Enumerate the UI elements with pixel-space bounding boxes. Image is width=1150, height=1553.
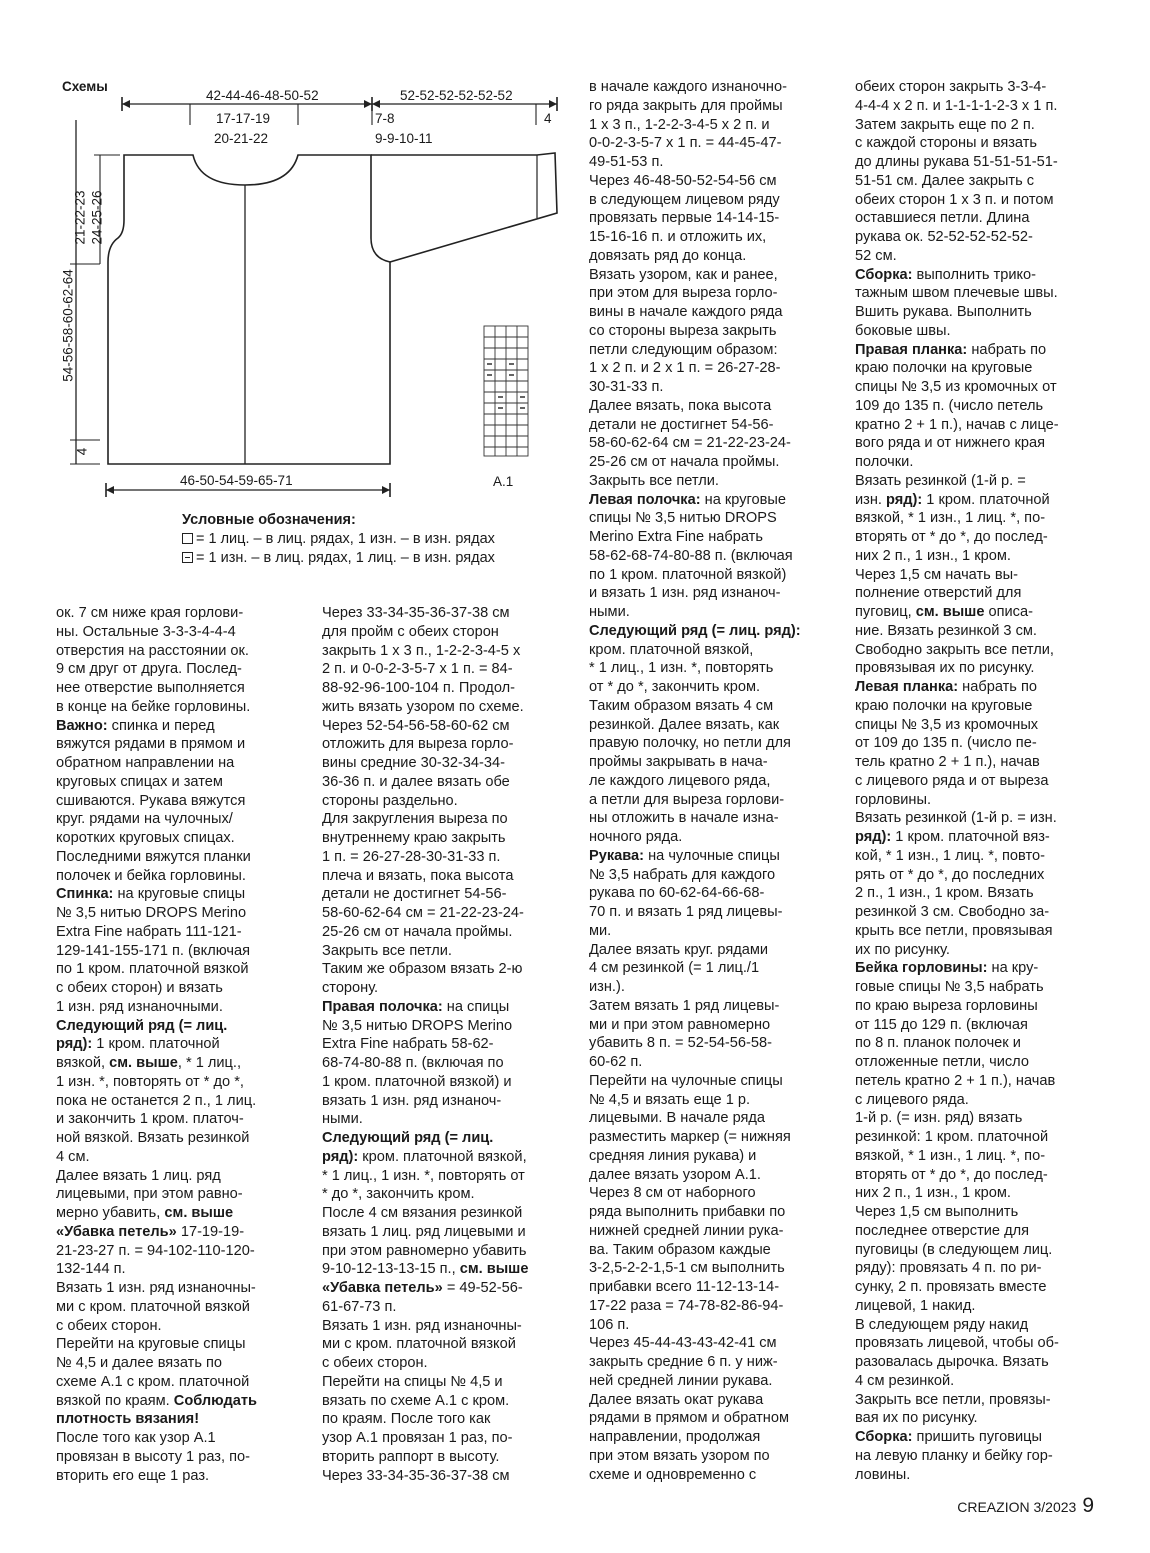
- text-line: «Убавка петель» 17-19-19-: [56, 1223, 245, 1240]
- text-line: и вязать 1 изн. ряд изнаноч-: [589, 585, 781, 602]
- text-line: кой, * 1 изн., 1 лиц. *, повто-: [855, 847, 1045, 864]
- text-line: 9 см друг от друга. Послед-: [56, 661, 242, 678]
- sleeve-top-a-label: 7-8: [375, 111, 395, 126]
- text-line: 68-74-80-88 п. (включая по: [322, 1055, 504, 1071]
- text-line: Сборка: пришить пуговицы: [855, 1429, 1042, 1445]
- armhole-height-a-label: 21-22-23: [72, 190, 88, 245]
- text-line: № 4,5 и вязать еще 1 р.: [589, 1091, 751, 1108]
- text-line: Затем закрыть еще по 2 п.: [855, 116, 1035, 133]
- text-line: довязать ряд до конца.: [589, 247, 747, 264]
- text-line: внутреннему краю закрыть: [322, 830, 506, 846]
- text-line: убавить 8 п. = 52-54-56-58-: [589, 1035, 772, 1052]
- schematic-diagram: [0, 0, 600, 510]
- text-line: Для закругления выреза по: [322, 811, 508, 828]
- text-line: от * до *, закончить кром.: [589, 679, 761, 695]
- text-line: изн. ряд): 1 кром. платочной: [855, 491, 1050, 508]
- text-line: В следующем ряду накид: [855, 1316, 1029, 1333]
- text-line: 61-67-73 п.: [322, 1298, 397, 1315]
- text-line: на левую планку и бейку гор-: [855, 1447, 1053, 1464]
- text-line: вязать 1 изн. ряд изнаноч-: [322, 1092, 502, 1109]
- text-line: 70 п. и вязать 1 ряд лицевы-: [589, 904, 783, 920]
- text-line: ряда выполнить прибавки по: [589, 1204, 786, 1220]
- text-line: ней средней линии рукава.: [589, 1372, 773, 1389]
- legend-title: Условные обозначения:: [182, 512, 356, 528]
- text-line: спицы № 3,5 нитью DROPS: [589, 510, 777, 527]
- text-line: ны отложить в начале изна-: [589, 810, 779, 827]
- text-line: проймы закрывать в нача-: [589, 754, 768, 770]
- text-line: Левая планка: набрать по: [855, 679, 1037, 695]
- text-line: 60-62 п.: [589, 1054, 643, 1070]
- text-line: ми с кром. платочной вязкой: [56, 1298, 250, 1315]
- text-line: до длины рукава 51-51-51-51-: [855, 154, 1058, 170]
- text-line: ряд): 1 кром. платочной вяз-: [855, 829, 1050, 845]
- text-line: лицевой, 1 накид.: [855, 1297, 976, 1314]
- text-line: в конце на бейке горловины.: [56, 698, 251, 715]
- text-line: 3-2,5-2-2-1,5-1 см выполнить: [589, 1260, 785, 1277]
- text-line: закрыть 1 х 3 п., 1-2-2-3-4-5 х: [322, 642, 521, 659]
- text-line: с обеих сторон.: [56, 1317, 162, 1334]
- text-line: них 2 п., 1 изн., 1 кром.: [855, 547, 1011, 564]
- text-line: ок. 7 см ниже края горлови-: [56, 605, 244, 621]
- text-line: отверстия на расстоянии ок.: [56, 642, 249, 659]
- text-line: Закрыть все петли.: [589, 472, 719, 489]
- text-line: прибавки всего 11-12-13-14-: [589, 1279, 780, 1295]
- text-line: После того как узор А.1: [56, 1430, 216, 1446]
- text-line: сшиваются. Рукава вяжутся: [56, 792, 246, 809]
- text-line: 106 п.: [589, 1316, 630, 1333]
- text-line: горловины.: [855, 791, 932, 808]
- text-line: детали не достигнет 54-56-: [322, 886, 507, 903]
- text-line: краю полочки на круговые: [855, 697, 1033, 714]
- stitch-chart-a1: [484, 326, 528, 456]
- text-line: вины средние 30-32-34-34-: [322, 755, 505, 771]
- text-line: Через 33-34-35-36-37-38 см: [322, 1467, 510, 1484]
- text-line: Через 8 см от наборного: [589, 1185, 756, 1202]
- text-line: с лицевого ряда.: [855, 1091, 969, 1108]
- text-line: 0-0-2-3-5-7 х 1 п. = 44-45-47-: [589, 135, 782, 152]
- text-line: краю полочки на круговые: [855, 360, 1033, 377]
- text-line: 129-141-155-171 п. (включая: [56, 942, 250, 959]
- text-line: в следующем лицевом ряду: [589, 191, 780, 208]
- text-line: обеих сторон 1 х 3 п. и потом: [855, 191, 1054, 208]
- text-line: разовалась дырочка. Вязать: [855, 1354, 1049, 1370]
- text-column-2: [322, 604, 562, 1485]
- text-line: После 4 см вязания резинкой: [322, 1205, 523, 1221]
- text-line: оставшиеся петли. Длина: [855, 210, 1030, 227]
- text-line: № 3,5 нитью DROPS Merino: [322, 1017, 513, 1034]
- text-line: Вязать резинкой (1-й р. =: [855, 472, 1026, 489]
- text-line: 109 до 135 п. (число петель: [855, 397, 1044, 414]
- text-line: «Убавка петель» = 49-52-56-: [322, 1280, 523, 1296]
- text-line: Важно: спинка и перед: [56, 717, 215, 734]
- text-line: отложить для выреза горло-: [322, 736, 514, 753]
- text-line: кратно 2 + 1 п.), начав с лице-: [855, 416, 1059, 433]
- minus-square-icon: [182, 552, 193, 563]
- text-line: детали не достигнет 54-56-: [589, 416, 774, 433]
- text-line: со стороны выреза закрыть: [589, 322, 777, 339]
- text-line: Через 1,5 см начать вы-: [855, 566, 1018, 583]
- text-line: вязкой по краям. Соблюдать: [56, 1392, 257, 1409]
- text-line: Через 45-44-43-43-42-41 см: [589, 1335, 777, 1352]
- text-line: стороны раздельно.: [322, 792, 458, 809]
- text-line: Вязать узором, как и ранее,: [589, 266, 778, 283]
- text-line: по 8 п. планок полочек и: [855, 1035, 1021, 1052]
- text-line: 4 см резинкой (= 1 лиц./1: [589, 960, 760, 977]
- text-line: 9-10-12-13-13-15 п., см. выше: [322, 1261, 529, 1278]
- text-line: пуговиц, см. выше описа-: [855, 604, 1033, 620]
- text-line: 1 п. = 26-27-28-30-31-33 п.: [322, 848, 501, 865]
- text-line: Через 46-48-50-52-54-56 см: [589, 172, 777, 189]
- text-line: жить вязать узором по схеме.: [322, 698, 524, 715]
- text-line: Затем вязать 1 ряд лицевы-: [589, 997, 780, 1014]
- text-line: Перейти на спицы № 4,5 и: [322, 1373, 503, 1390]
- text-line: полочек и бейка горловины.: [56, 867, 246, 884]
- text-line: ва. Таким образом каждые: [589, 1241, 771, 1258]
- text-line: рукава по 60-62-64-66-68-: [589, 885, 765, 902]
- text-line: ми.: [589, 922, 612, 939]
- text-line: правую полочку, но петли для: [589, 735, 791, 752]
- text-line: по 1 кром. платочной вязкой): [589, 566, 787, 583]
- text-line: при этом для выреза горло-: [589, 285, 778, 302]
- text-line: схеме А.1 с кром. платочной: [56, 1373, 250, 1390]
- text-line: Перейти на круговые спицы: [56, 1336, 246, 1353]
- text-line: провязать лицевой, чтобы об-: [855, 1335, 1059, 1352]
- text-line: Левая полочка: на круговые: [589, 491, 786, 508]
- text-line: ной вязкой. Вязать резинкой: [56, 1130, 250, 1146]
- text-line: по краю выреза горловины: [855, 997, 1038, 1014]
- text-line: 2 п. и 0-0-2-3-5-7 х 1 п. = 84-: [322, 661, 513, 678]
- sleeve-cuff-label: 4: [544, 111, 552, 126]
- text-line: Далее вязать круг. рядами: [589, 941, 769, 958]
- text-line: плеча и вязать, пока высота: [322, 867, 514, 884]
- text-line: с каждой стороны и вязать: [855, 135, 1038, 152]
- neck-width-label: 20-21-22: [214, 131, 269, 146]
- text-line: спицы № 3,5 из кромочных от: [855, 379, 1057, 395]
- text-line: Рукава: на чулочные спицы: [589, 847, 780, 864]
- diagram-title: Схемы: [62, 79, 108, 94]
- text-line: Спинка: на круговые спицы: [56, 886, 246, 903]
- text-line: ряд): кром. платочной вязкой,: [322, 1148, 527, 1165]
- text-line: 2 п., 1 изн., 1 кром. Вязать: [855, 885, 1034, 902]
- text-line: 1 изн. *, повторять от * до *,: [56, 1073, 244, 1090]
- text-line: 51-51 см. Далее закрыть с: [855, 172, 1035, 189]
- text-line: петель кратно 2 + 1 п.), начав: [855, 1072, 1056, 1089]
- text-line: Через 1,5 см выполнить: [855, 1204, 1019, 1220]
- text-line: отложенные петли, число: [855, 1054, 1029, 1070]
- text-line: ными.: [589, 604, 630, 620]
- text-line: вины в начале каждого ряда: [589, 304, 783, 320]
- text-line: с обеих сторон) и вязать: [56, 980, 223, 996]
- text-line: схеме и одновременно с: [589, 1466, 757, 1483]
- legend-item-knit: = 1 лиц. – в лиц. рядах, 1 изн. – в изн. рядах: [182, 530, 495, 549]
- text-line: них 2 п., 1 изн., 1 кром.: [855, 1185, 1011, 1202]
- text-line: Вшить рукава. Выполнить: [855, 304, 1032, 320]
- text-line: коротких круговых спицах.: [56, 830, 235, 846]
- body-height-label: 54-56-58-60-62-64: [60, 269, 76, 382]
- text-line: ловины.: [855, 1466, 911, 1483]
- text-line: обеих сторон закрыть 3-3-4-: [855, 79, 1047, 95]
- text-line: спицы № 3,5 из кромочных: [855, 716, 1039, 733]
- text-line: Свободно закрыть все петли,: [855, 641, 1054, 658]
- text-line: с обеих сторон.: [322, 1355, 428, 1371]
- text-column-4: [855, 78, 1095, 1484]
- text-line: по 1 кром. платочной вязкой: [56, 961, 249, 978]
- text-line: рукава ок. 52-52-52-52-52-: [855, 229, 1033, 245]
- text-line: при этом вязать узором по: [589, 1447, 770, 1464]
- sleeve-total-label: 52-52-52-52-52-52: [400, 88, 513, 103]
- text-line: вязать 1 лиц. ряд лицевыми и: [322, 1223, 526, 1240]
- text-line: Вязать 1 изн. ряд изнаночны-: [56, 1280, 256, 1296]
- rib-height-label: 4: [74, 447, 90, 456]
- text-line: вязкой, * 1 изн., 1 лиц. *, по-: [855, 1147, 1046, 1164]
- text-line: Бейка горловины: на кру-: [855, 960, 1039, 977]
- text-line: кром. платочной вязкой,: [589, 641, 754, 658]
- text-line: 52 см.: [855, 247, 897, 264]
- text-line: Правая полочка: на спицы: [322, 998, 510, 1015]
- text-line: лицевыми, при этом равно-: [56, 1186, 243, 1203]
- text-line: Следующий ряд (= лиц. ряд):: [589, 622, 801, 639]
- bottom-width-label: 46-50-54-59-65-71: [180, 473, 293, 488]
- text-line: разместить маркер (= нижняя: [589, 1129, 791, 1145]
- text-line: 17-22 раза = 74-78-82-86-94-: [589, 1297, 784, 1314]
- text-line: Закрыть все петли.: [322, 942, 452, 959]
- text-line: Вязать резинкой (1-й р. = изн.: [855, 810, 1057, 827]
- text-line: Extra Fine набрать 58-62-: [322, 1036, 494, 1053]
- text-line: закрыть средние 6 п. у ниж-: [589, 1354, 778, 1370]
- text-line: пока не останется 2 п., 1 лиц.: [56, 1092, 257, 1109]
- text-line: 4-4-4 х 2 п. и 1-1-1-1-2-3 х 1 п.: [855, 97, 1058, 114]
- neck-edge-label: 17-17-19: [216, 111, 271, 126]
- text-line: по краям. После того как: [322, 1411, 491, 1428]
- legend: [182, 511, 495, 568]
- text-line: го ряда закрыть для проймы: [589, 97, 783, 114]
- text-line: от 109 до 135 п. (число пе-: [855, 735, 1037, 752]
- text-line: резинкой 3 см. Свободно за-: [855, 904, 1050, 920]
- text-line: 58-62-68-74-80-88 п. (включая: [589, 547, 793, 564]
- text-line: Сборка: выполнить трико-: [855, 266, 1037, 283]
- text-line: Вязать 1 изн. ряд изнаночны-: [322, 1317, 522, 1334]
- text-line: петли следующим образом:: [589, 341, 778, 358]
- text-line: * 1 лиц., 1 изн. *, повторять от: [322, 1167, 525, 1184]
- text-line: и закончить 1 кром. платоч-: [56, 1111, 244, 1128]
- chart-label: A.1: [493, 474, 514, 489]
- text-line: лицевыми. В начале ряда: [589, 1110, 766, 1127]
- text-line: говые спицы № 3,5 набрать: [855, 979, 1044, 995]
- text-line: Далее вязать 1 лиц. ряд: [56, 1167, 221, 1184]
- text-line: Следующий ряд (= лиц.: [322, 1130, 494, 1146]
- text-line: плотность вязания!: [56, 1411, 200, 1428]
- text-line: а петли для выреза горлови-: [589, 791, 785, 808]
- text-line: Перейти на чулочные спицы: [589, 1072, 783, 1089]
- text-line: 36-36 п. и далее вязать обе: [322, 773, 510, 790]
- text-line: Таким образом вязать 4 см: [589, 697, 774, 714]
- text-line: ми и при этом равномерно: [589, 1016, 771, 1033]
- text-line: далее вязать узором А.1.: [589, 1166, 761, 1183]
- page-number: 9: [1082, 1494, 1094, 1517]
- text-line: вязать по схеме А.1 с кром.: [322, 1392, 510, 1409]
- text-line: тель кратно 2 + 1 п.), начав: [855, 754, 1040, 770]
- text-line: 4 см.: [56, 1148, 90, 1165]
- text-line: ряд): 1 кром. платочной: [56, 1036, 220, 1053]
- empty-square-icon: [182, 533, 193, 544]
- top-width-label: 42-44-46-48-50-52: [206, 88, 319, 103]
- text-line: полочки.: [855, 454, 914, 470]
- text-line: Через 33-34-35-36-37-38 см: [322, 605, 510, 621]
- text-line: * до *, закончить кром.: [322, 1186, 475, 1203]
- text-line: ными.: [322, 1111, 363, 1128]
- text-line: вязкой, * 1 изн., 1 лиц. *, по-: [855, 510, 1046, 527]
- text-line: изн.).: [589, 979, 625, 995]
- text-line: Таким же образом вязать 2-ю: [322, 961, 523, 978]
- text-column-3: [589, 78, 829, 1484]
- text-line: 58-60-62-64 см = 21-22-23-24-: [322, 905, 524, 921]
- text-line: направлении, продолжая: [589, 1429, 761, 1445]
- text-line: сунку, 2 п. провязать вместе: [855, 1279, 1047, 1295]
- text-line: рять от * до *, до последних: [855, 866, 1045, 883]
- text-line: вяжутся рядами в прямом и: [56, 736, 246, 753]
- page-footer: [957, 1494, 1094, 1518]
- text-line: № 3,5 набрать для каждого: [589, 866, 776, 883]
- sleeve-top-b-label: 9-9-10-11: [375, 131, 433, 146]
- text-line: резинкой: 1 кром. платочной: [855, 1129, 1049, 1145]
- text-line: их по рисунку.: [855, 941, 950, 958]
- text-line: вторять от * до *, до послед-: [855, 1166, 1048, 1183]
- text-line: Через 52-54-56-58-60-62 см: [322, 717, 510, 734]
- text-line: тажным швом плечевые швы.: [855, 285, 1058, 302]
- text-line: ночного ряда.: [589, 829, 683, 845]
- text-line: вторить его еще 1 раз.: [56, 1467, 210, 1484]
- text-line: мерно убавить, см. выше: [56, 1205, 234, 1221]
- text-line: 1 х 3 п., 1-2-2-3-4-5 х 2 п. и: [589, 116, 770, 133]
- text-line: сторону.: [322, 980, 379, 996]
- text-line: ряду): провязать 4 п. по ри-: [855, 1260, 1042, 1277]
- text-line: вязкой, см. выше, * 1 лиц.,: [56, 1055, 242, 1071]
- text-line: 25-26 см от начала проймы.: [589, 454, 780, 470]
- text-line: вторять от * до *, до послед-: [855, 529, 1048, 545]
- text-line: Последними вяжутся планки: [56, 848, 251, 865]
- text-line: круг. рядами на чулочных/: [56, 811, 233, 828]
- text-line: рядами в прямом и обратном: [589, 1410, 790, 1427]
- text-line: последнее отверстие для: [855, 1222, 1030, 1239]
- text-line: Правая планка: набрать по: [855, 341, 1047, 358]
- text-line: средняя линия рукава) и: [589, 1147, 757, 1164]
- text-line: 15-16-16 п. и отложить их,: [589, 229, 767, 245]
- armhole-height-b-label: 24-25-26: [89, 190, 105, 245]
- text-line: 132-144 п.: [56, 1261, 126, 1278]
- text-line: 1 кром. платочной вязкой) и: [322, 1073, 512, 1090]
- legend-item-purl: = 1 изн. – в лиц. рядах, 1 лиц. – в изн. рядах: [182, 549, 495, 568]
- text-line: 1 изн. ряд изнаночными.: [56, 998, 223, 1015]
- text-line: провязан в высоту 1 раз, по-: [56, 1448, 250, 1465]
- text-line: № 4,5 и далее вязать по: [56, 1355, 223, 1371]
- text-line: вторить раппорт в высоту.: [322, 1448, 500, 1465]
- magazine-issue: CREAZION 3/2023: [957, 1499, 1077, 1515]
- text-line: для пройм с обеих сторон: [322, 623, 499, 640]
- text-line: обратном направлении на: [56, 755, 235, 771]
- text-line: * 1 лиц., 1 изн. *, повторять: [589, 660, 774, 677]
- text-line: круговых спицах и затем: [56, 773, 223, 790]
- text-line: 88-92-96-100-104 п. Продол-: [322, 680, 515, 696]
- text-line: полнение отверстий для: [855, 585, 1022, 602]
- text-line: 1 х 2 п. и 2 х 1 п. = 26-27-28-: [589, 360, 781, 377]
- text-column-1: [56, 604, 296, 1485]
- text-line: вая их по рисунку.: [855, 1410, 978, 1427]
- text-line: ние. Вязать резинкой 3 см.: [855, 622, 1037, 639]
- text-line: вого ряда и от нижнего края: [855, 435, 1046, 452]
- text-line: провязать первые 14-14-15-: [589, 210, 780, 227]
- text-line: 25-26 см от начала проймы.: [322, 923, 513, 940]
- text-line: ле каждого лицевого ряда,: [589, 772, 771, 789]
- text-line: 1-й р. (= изн. ряд) вязать: [855, 1110, 1023, 1127]
- text-line: 49-51-53 п.: [589, 154, 664, 170]
- text-line: Закрыть все петли, провязы-: [855, 1391, 1051, 1408]
- text-line: узор А.1 провязан 1 раз, по-: [322, 1430, 513, 1446]
- text-line: Extra Fine набрать 111-121-: [56, 923, 242, 940]
- text-line: 4 см резинкой.: [855, 1372, 955, 1389]
- text-line: 30-31-33 п.: [589, 379, 664, 395]
- text-line: резинкой. Далее вязать, как: [589, 716, 780, 733]
- text-line: № 3,5 нитью DROPS Merino: [56, 905, 247, 921]
- text-line: от 115 до 129 п. (включая: [855, 1016, 1028, 1033]
- text-line: ны. Остальные 3-3-3-4-4-4: [56, 623, 236, 640]
- text-line: Далее вязать окат рукава: [589, 1391, 764, 1408]
- text-line: Следующий ряд (= лиц.: [56, 1017, 228, 1034]
- text-line: 21-23-27 п. = 94-102-110-120-: [56, 1242, 255, 1259]
- text-line: при этом равномерно убавить: [322, 1242, 527, 1259]
- text-line: боковые швы.: [855, 322, 951, 339]
- text-line: пуговицы (в следующем лиц.: [855, 1241, 1053, 1258]
- text-line: провязывая их по рисунку.: [855, 660, 1035, 677]
- text-line: нее отверстие выполняется: [56, 680, 245, 696]
- text-line: нижней средней линии рука-: [589, 1222, 784, 1239]
- text-line: ми с кром. платочной вязкой: [322, 1336, 516, 1353]
- text-line: крыть все петли, провязывая: [855, 922, 1053, 939]
- text-line: 58-60-62-64 см = 21-22-23-24-: [589, 435, 791, 452]
- text-line: с лицевого ряда и от выреза: [855, 772, 1049, 789]
- text-line: Merino Extra Fine набрать: [589, 529, 763, 545]
- text-line: в начале каждого изнаночно-: [589, 79, 787, 95]
- text-line: Далее вязать, пока высота: [589, 397, 772, 414]
